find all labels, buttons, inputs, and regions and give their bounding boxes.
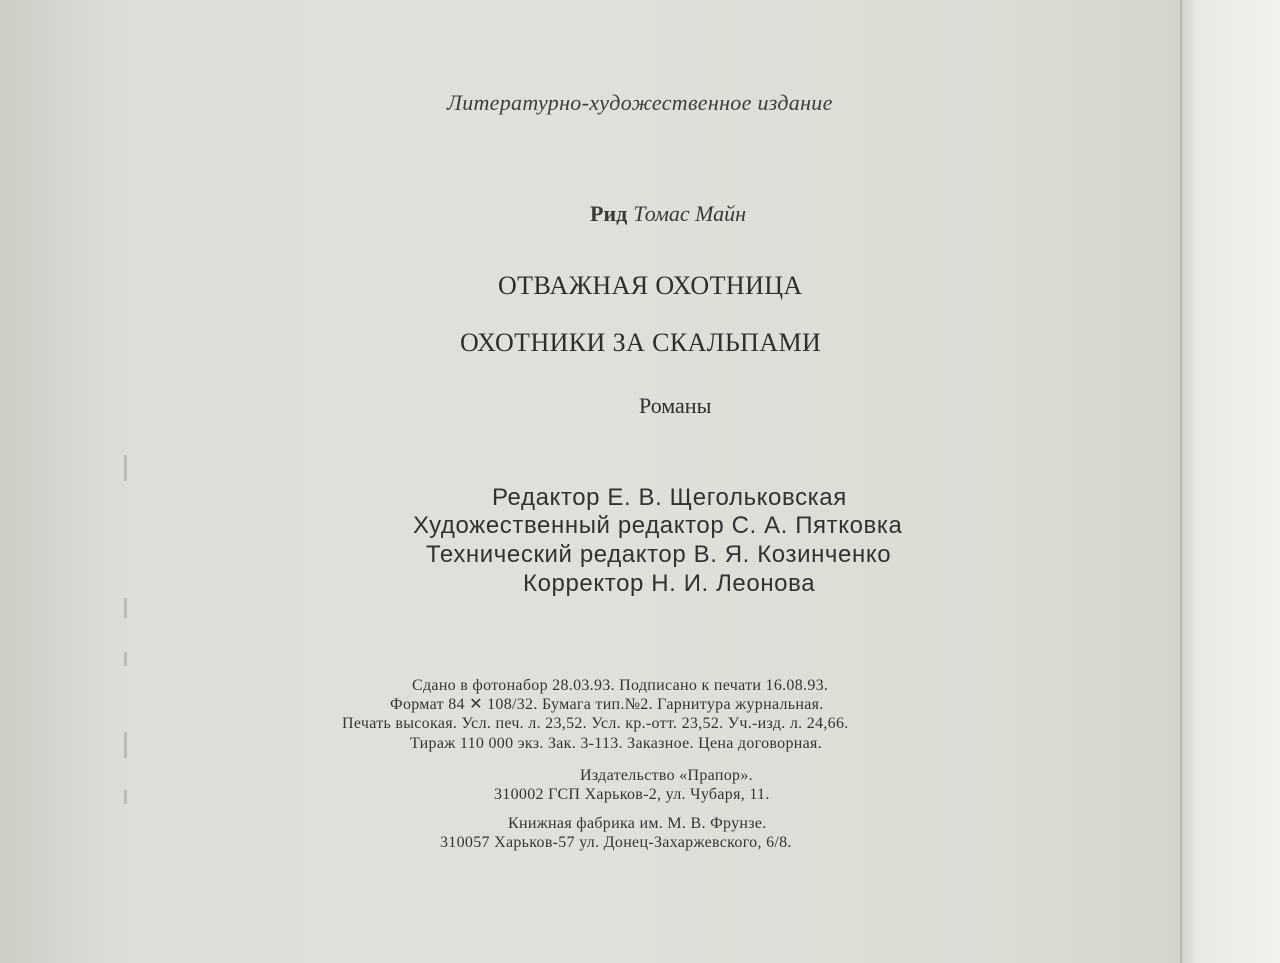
spine-mark xyxy=(124,790,127,804)
genre-label: Романы xyxy=(639,393,712,418)
book-title-2: ОХОТНИКИ ЗА СКАЛЬПАМИ xyxy=(460,328,822,357)
author-surname: Рид xyxy=(590,201,628,226)
imprint-line: Сдано в фотонабор 28.03.93. Подписано к печати 16.08.93. xyxy=(412,677,829,694)
credit-editor: Редактор Е. В. Щегольковская xyxy=(492,484,847,511)
publisher-name: Издательство «Прапор». xyxy=(580,767,753,784)
book-title-1: ОТВАЖНАЯ ОХОТНИЦА xyxy=(498,271,803,300)
imprint-line: Формат 84 ✕ 108/32. Бумага тип.№2. Гарнитура журнальная. xyxy=(390,696,824,713)
printer-name: Книжная фабрика им. М. В. Фрунзе. xyxy=(508,815,767,832)
spine-mark xyxy=(124,455,127,481)
credit-art-editor: Художественный редактор С. А. Пятковка xyxy=(413,512,903,539)
credit-technical-editor: Технический редактор В. Я. Козинченко xyxy=(426,541,892,568)
imprint-line: Тираж 110 000 экз. Зак. 3-113. Заказное. Цена договорная. xyxy=(410,735,822,752)
publisher-address: 310002 ГСП Харьков-2, ул. Чубаря, 11. xyxy=(494,786,770,803)
author-name xyxy=(590,203,746,225)
page-fore-edge xyxy=(1180,0,1280,963)
imprint-line: Печать высокая. Усл. печ. л. 23,52. Усл. кр.-отт. 23,52. Уч.-изд. л. 24,66. xyxy=(342,715,849,732)
spine-mark xyxy=(124,598,127,618)
printer-address: 310057 Харьков-57 ул. Донец-Захаржевского, 6/8. xyxy=(440,834,792,851)
spine-mark xyxy=(124,732,127,758)
credit-proofreader: Корректор Н. И. Леонова xyxy=(523,570,816,597)
author-given-names: Томас Майн xyxy=(633,201,747,226)
spine-mark xyxy=(124,652,127,666)
series-label: Литературно-художественное издание xyxy=(447,90,833,115)
